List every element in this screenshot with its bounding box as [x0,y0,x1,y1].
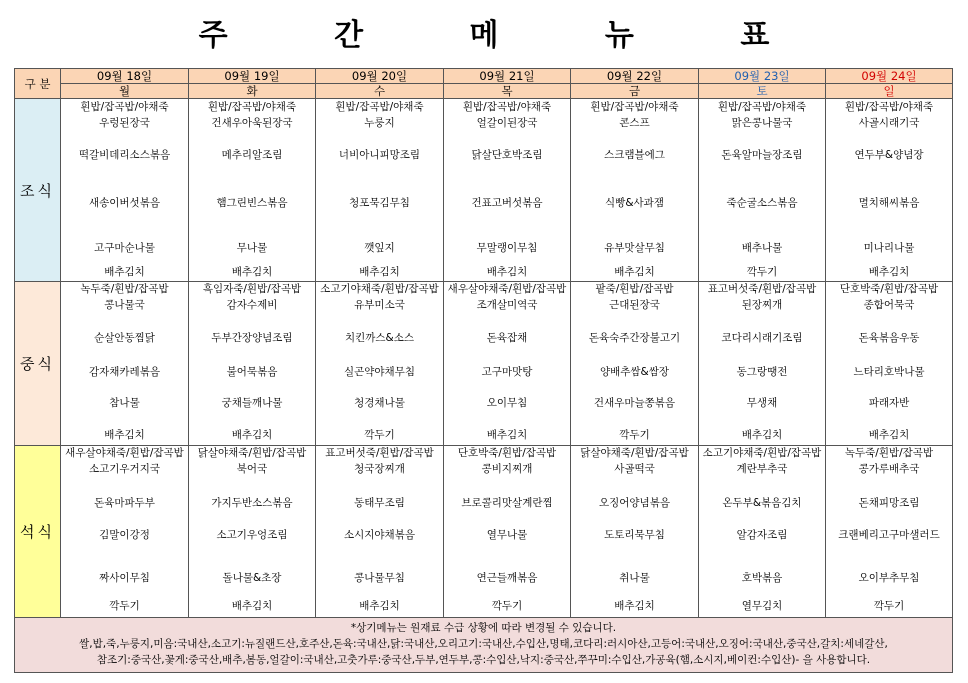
header-date: 09월 24일 [826,69,953,84]
menu-item: 흰밥/잡곡밥/야채죽 [844,101,934,113]
menu-cell [316,446,444,618]
menu-item: 열무김치 [741,600,783,612]
menu-item: 깍두기 [109,600,140,612]
menu-item: 호박볶음 [741,572,783,584]
header-date: 09월 18일 [61,69,189,84]
header-day: 금 [571,84,699,99]
menu-item: 두부간장양념조림 [211,332,293,344]
menu-item: 북어국 [236,463,268,475]
menu-item: 배추김치 [486,429,528,441]
menu-item: 떡갈비데리소스볶음 [78,149,171,161]
menu-item: 불어묵볶음 [226,366,278,378]
menu-item: 닭살단호박조림 [471,149,543,161]
menu-item: 햄그린빈스볶음 [216,197,288,209]
menu-item: 배추김치 [104,266,145,278]
menu-item: 코다리시래기조림 [721,332,803,344]
menu-cell [699,446,826,618]
menu-item: 청경채나물 [354,397,405,409]
page-title [0,0,968,64]
header-day: 토 [699,84,826,99]
menu-item: 깍두기 [619,429,650,441]
header-day: 월 [61,84,189,99]
header-day-row [15,84,953,99]
menu-item: 청국장찌개 [354,463,405,475]
menu-item: 건표고버섯볶음 [471,197,543,209]
menu-item: 사골시래기국 [858,117,920,129]
menu-cell [444,99,571,282]
menu-item: 멸치해씨볶음 [858,197,920,209]
menu-item: 스크램블에그 [604,149,665,161]
menu-cell [61,446,189,618]
menu-cell [189,282,316,446]
menu-item: 청포묵김무침 [349,197,410,209]
menu-item: 짜사이무침 [99,572,150,584]
menu-item: 닭살야채죽/흰밥/잡곡밥 [580,447,689,459]
menu-item: 사골떡국 [614,463,655,475]
menu-item: 유부미소국 [354,299,405,311]
menu-item: 배추김치 [741,429,783,441]
header-date: 09월 23일 [699,69,826,84]
menu-item: 참나물 [109,397,140,409]
menu-item: 메추리알조림 [221,149,283,161]
menu-cell [444,446,571,618]
menu-cell [316,282,444,446]
menu-item: 흰밥/잡곡밥/야채죽 [80,101,169,113]
menu-item: 실곤약야채무침 [343,366,415,378]
menu-item: 무말랭이무침 [476,242,538,254]
menu-item: 죽순굴소스볶음 [726,197,798,209]
header-day: 수 [316,84,444,99]
menu-item: 누룽지 [364,117,395,129]
menu-item: 무나물 [236,242,268,254]
header-date: 09월 20일 [316,69,444,84]
menu-item: 얼갈이된장국 [476,117,538,129]
menu-item: 종합어묵국 [863,299,915,311]
menu-item: 콩나물국 [104,299,145,311]
menu-item: 감자수제비 [226,299,278,311]
menu-item: 김말이강정 [99,529,150,541]
menu-cell [571,282,699,446]
menu-cell [699,282,826,446]
menu-item: 깍두기 [491,600,523,612]
header-day: 목 [444,84,571,99]
menu-item: 콘스프 [619,117,650,129]
weekly-menu-table [14,68,953,673]
menu-item: 소고기우거지국 [88,463,160,475]
menu-cell [571,446,699,618]
menu-item: 흰밥/잡곡밥/야채죽 [462,101,552,113]
meal-label: 중식 [15,282,61,446]
menu-cell [826,446,953,618]
menu-item: 단호박죽/흰밥/잡곡밥 [457,447,557,459]
menu-item: 흰밥/잡곡밥/야채죽 [717,101,807,113]
menu-item: 온두부&볶음김치 [722,497,802,509]
menu-item: 동그랑땡전 [736,366,788,378]
menu-item: 새송이버섯볶음 [88,197,160,209]
menu-item: 감자채카레볶음 [88,366,160,378]
menu-item: 가지두반소스볶음 [211,497,293,509]
menu-item: 돌나물&초장 [222,572,282,584]
menu-item: 깍두기 [746,266,778,278]
menu-item: 브로콜리맛살계란찜 [461,497,553,509]
menu-item: 오이부추무침 [858,572,920,584]
menu-item: 배추김치 [614,266,655,278]
menu-item: 흰밥/잡곡밥/야채죽 [207,101,297,113]
menu-item: 새우살야채죽/흰밥/잡곡밥 [447,283,567,295]
menu-item: 닭살야채죽/흰밥/잡곡밥 [197,447,307,459]
menu-item: 조개살미역국 [476,299,538,311]
menu-cell [699,99,826,282]
menu-item: 깻잎지 [364,242,395,254]
menu-item: 유부맛살무침 [604,242,665,254]
header-date: 09월 19일 [189,69,316,84]
menu-item: 고구마맛탕 [481,366,533,378]
menu-item: 느타리호박나물 [853,366,925,378]
menu-cell [189,99,316,282]
menu-item: 너비아니피망조림 [338,149,421,161]
menu-item: 콩가루배추국 [858,463,920,475]
menu-item: 흑임자죽/흰밥/잡곡밥 [202,283,302,295]
menu-item: 연두부&양념장 [854,149,924,161]
menu-item: 치킨까스&소스 [344,332,415,344]
menu-item: 돈육숙주간장불고기 [588,332,681,344]
menu-item: 돈육볶음우동 [858,332,920,344]
menu-item: 배추김치 [231,266,273,278]
menu-item: 동태무조림 [354,497,405,509]
header-date: 09월 22일 [571,69,699,84]
menu-item: 궁채들깨나물 [221,397,283,409]
menu-item: 깍두기 [364,429,395,441]
menu-item: 건새우아욱된장국 [211,117,293,129]
header-gubun: 구 분 [15,69,61,99]
menu-item: 무생채 [746,397,778,409]
menu-cell [316,99,444,282]
menu-item: 배추김치 [614,600,655,612]
menu-item: 미나리나물 [863,242,915,254]
menu-item: 단호박죽/흰밥/잡곡밥 [839,283,939,295]
menu-item: 깍두기 [873,600,905,612]
notes-line3: 참조기:중국산,꽃게:중국산,배추,봄동,얼갈이:국내산,고춧가루:중국산,두부,연두부,콩:수입산,낙지:중국산,쭈꾸미:수입산,가공육(햄,소시지,베이컨:수입산)- 을 사용합니다. [96,654,871,666]
notes-line1: *상기메뉴는 원재료 수급 상황에 따라 변경될 수 있습니다. [350,622,617,634]
header-day: 화 [189,84,316,99]
menu-item: 오이무침 [486,397,528,409]
menu-item: 배추김치 [231,429,273,441]
menu-item: 소시지야채볶음 [343,529,415,541]
menu-item: 소고기야채죽/흰밥/잡곡밥 [320,283,439,295]
menu-item: 배추김치 [486,266,528,278]
menu-cell [61,99,189,282]
menu-item: 표고버섯죽/흰밥/잡곡밥 [325,447,434,459]
menu-item: 열무나물 [486,529,528,541]
menu-item: 배추김치 [868,429,910,441]
lunch-section [15,282,953,446]
menu-item: 크랜베리고구마샐러드 [838,529,940,541]
menu-item: 배추김치 [868,266,910,278]
menu-item: 고구마순나물 [94,242,155,254]
menu-cell [444,282,571,446]
menu-item: 콩비지찌개 [481,463,533,475]
menu-item: 콩나물무침 [354,572,405,584]
menu-item: 된장찌개 [741,299,783,311]
menu-item: 녹두죽/흰밥/잡곡밥 [844,447,934,459]
menu-item: 소고기우엉조림 [216,529,288,541]
menu-item: 돈육마파두부 [94,497,155,509]
menu-item: 배추김치 [359,600,400,612]
menu-cell [61,282,189,446]
menu-item: 근대된장국 [609,299,660,311]
menu-item: 취나물 [619,572,650,584]
menu-item: 계란부추국 [736,463,788,475]
menu-item: 맑은콩나물국 [731,117,793,129]
menu-item: 팥죽/흰밥/잡곡밥 [595,283,674,295]
notes-box [15,618,953,673]
header-day: 일 [826,84,953,99]
meal-label: 조식 [15,99,61,282]
menu-item: 우렁된장국 [99,117,150,129]
menu-item: 표고버섯죽/흰밥/잡곡밥 [707,283,817,295]
header-date-row [15,69,953,84]
menu-item: 새우살야채죽/흰밥/잡곡밥 [65,447,184,459]
menu-item: 흰밥/잡곡밥/야채죽 [335,101,424,113]
menu-item: 돈육잡채 [486,332,528,344]
menu-item: 배추김치 [104,429,145,441]
dinner-section [15,446,953,618]
meal-label: 석식 [15,446,61,618]
menu-item: 양배추쌈&쌈장 [599,366,670,378]
menu-item: 배추나물 [741,242,783,254]
breakfast-section [15,99,953,282]
header-date: 09월 21일 [444,69,571,84]
notes-line2: 쌀,밥,죽,누룽지,미음:국내산,소고기:뉴질랜드산,호주산,돈육:국내산,닭:국내산,오리고기:국내산,수입산,명태,코다리:러시아산,고등어:국내산,오징어:국내산,중국산,갈치:세네갈산, [79,638,888,650]
menu-item: 흰밥/잡곡밥/야채죽 [590,101,679,113]
menu-item: 건새우마늘쫑볶음 [593,397,676,409]
menu-item: 오징어양념볶음 [598,497,670,509]
menu-cell [826,282,953,446]
menu-item: 연근들깨볶음 [476,572,538,584]
menu-item: 배추김치 [231,600,273,612]
menu-item: 순살안동찜닭 [94,332,155,344]
menu-item: 녹두죽/흰밥/잡곡밥 [80,283,169,295]
menu-item: 소고기야채죽/흰밥/잡곡밥 [702,447,822,459]
menu-item: 배추김치 [359,266,400,278]
menu-cell [571,99,699,282]
menu-item: 돈채피망조림 [858,497,920,509]
menu-item: 도토리묵무침 [604,529,665,541]
menu-item: 식빵&사과잼 [605,197,664,209]
notes-row [15,618,953,673]
menu-item: 파래자반 [868,397,910,409]
menu-cell [189,446,316,618]
menu-cell [826,99,953,282]
page-title-text: 주 간 메 뉴 표 [198,18,818,53]
menu-item: 돈육알마늘장조림 [721,149,803,161]
menu-item: 알감자조림 [736,529,788,541]
